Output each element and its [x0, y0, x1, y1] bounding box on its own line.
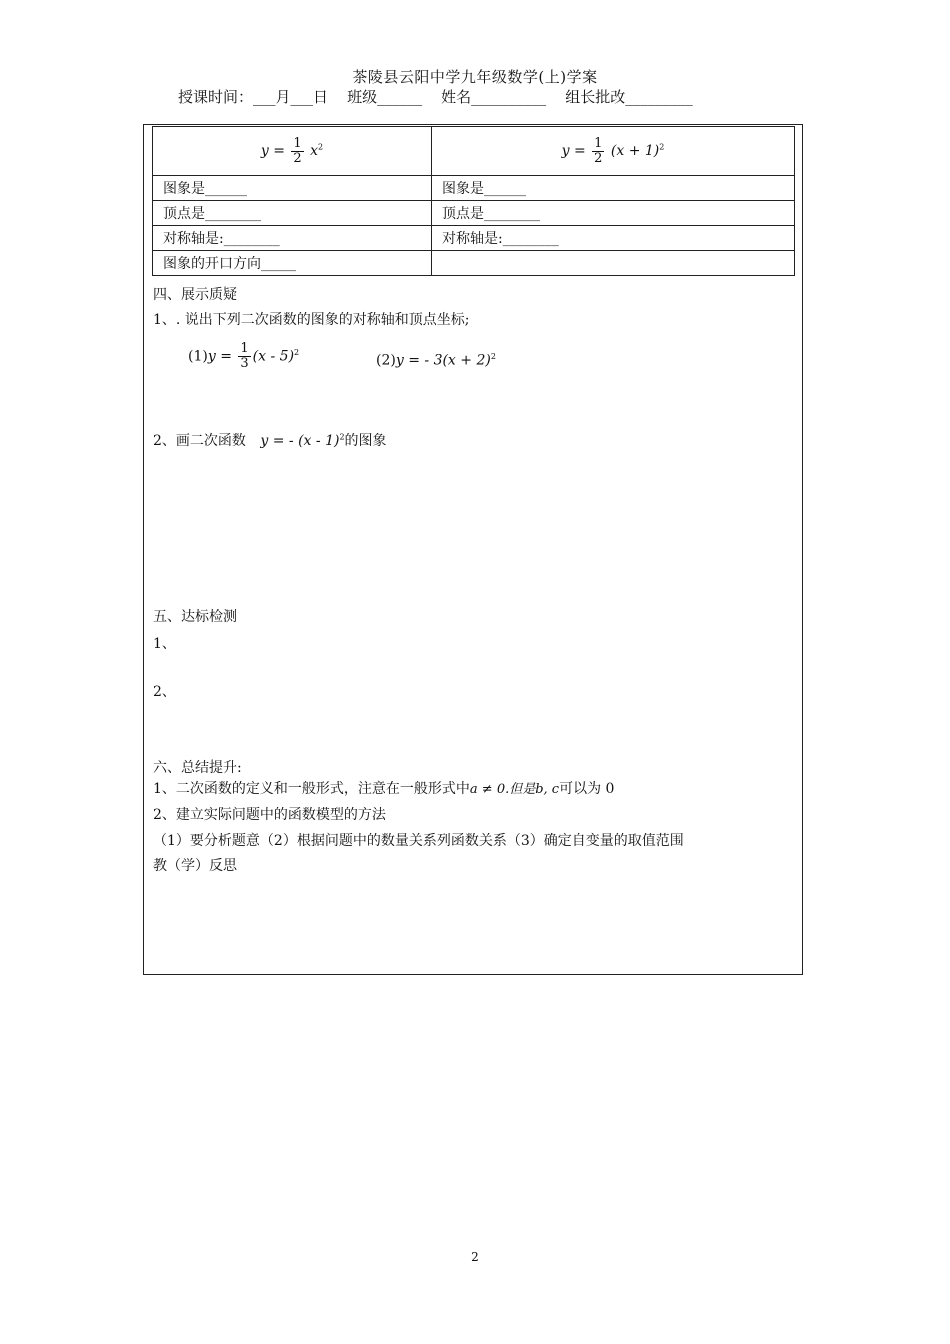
table-cell: 图象的开口方向_____ [153, 251, 432, 276]
table-cell: 图象是______ [432, 176, 795, 201]
formula-right-cell [432, 127, 795, 176]
summary-line-2: 2、建立实际问题中的函数模型的方法 [153, 807, 386, 823]
table-cell: 图象是______ [153, 176, 432, 201]
formula-left-cell [153, 127, 432, 176]
summary-line-3: （1）要分析题意（2）根据问题中的数量关系列函数关系（3）确定自变量的取值范围 [153, 833, 684, 849]
fraction-numerator: 1 [240, 341, 249, 356]
fraction [291, 137, 303, 166]
exponent: 2 [490, 352, 496, 361]
check-item-1: 1、 [153, 636, 176, 652]
section-5-title: 五、达标检测 [153, 609, 237, 625]
exponent: 2 [659, 142, 665, 152]
exponent: 2 [294, 347, 300, 357]
formula-label: (2) [376, 352, 396, 369]
fraction-numerator: 1 [594, 135, 603, 151]
table-row [153, 251, 795, 276]
document-title: 茶陵县云阳中学九年级数学(上)学案 [352, 68, 598, 86]
fraction [238, 342, 250, 371]
formula-lhs: y = [561, 143, 586, 159]
reflection-label: 教（学）反思 [153, 858, 237, 874]
summary-line-1-math: a ≠ 0.但是b, c [469, 782, 560, 797]
formula-right [561, 135, 665, 166]
fraction-denominator: 3 [240, 356, 249, 371]
table-row [153, 201, 795, 226]
fraction-denominator: 2 [594, 150, 603, 166]
question-1: 1、. 说出下列二次函数的图象的对称轴和顶点坐标; [153, 312, 470, 328]
table-cell: 顶点是________ [153, 201, 432, 226]
formula-body: y = - 3(x + 2) [395, 352, 491, 369]
page-number: 2 [471, 1250, 479, 1264]
table-cell: 对称轴是:________ [432, 226, 795, 251]
section-4-title: 四、展示质疑 [153, 287, 237, 303]
question-2-suffix: 的图象 [344, 433, 387, 449]
table-row [153, 226, 795, 251]
table-cell: 对称轴是:________ [153, 226, 432, 251]
summary-line-1 [153, 778, 614, 798]
table-cell: 顶点是________ [432, 201, 795, 226]
formula-body: (x + 1) [610, 143, 660, 159]
check-item-2: 2、 [153, 684, 176, 700]
fraction [592, 137, 604, 166]
exponent: 2 [339, 432, 345, 442]
question-2-text: 2、画二次函数 [153, 433, 246, 449]
formula-label: (1) [188, 348, 208, 365]
question-2-formula: y = - (x - 1) [260, 433, 340, 449]
table-cell [432, 251, 795, 276]
formula-row [153, 127, 795, 176]
summary-line-1-suffix: 可以为 0 [559, 781, 615, 797]
question-2 [153, 430, 387, 450]
table-row [153, 176, 795, 201]
summary-line-1-text: 1、二次函数的定义和一般形式，注意在一般形式中 [153, 781, 470, 797]
formula-2 [376, 352, 496, 369]
formula-left [260, 135, 324, 166]
fraction-numerator: 1 [293, 135, 302, 151]
formula-lhs: y = [260, 143, 285, 159]
formula-body: x [310, 143, 319, 159]
formula-1 [188, 342, 299, 371]
header-meta-line: 授课时间：___月___日 班级______ 姓名__________ 组长批改_________ [178, 88, 693, 106]
exponent: 2 [318, 142, 324, 152]
formula-body: (x - 5) [252, 348, 295, 365]
section-6-title: 六、总结提升: [153, 760, 242, 776]
fraction-denominator: 2 [293, 150, 302, 166]
formula-lhs: y = [207, 348, 232, 365]
comparison-table [152, 126, 795, 276]
